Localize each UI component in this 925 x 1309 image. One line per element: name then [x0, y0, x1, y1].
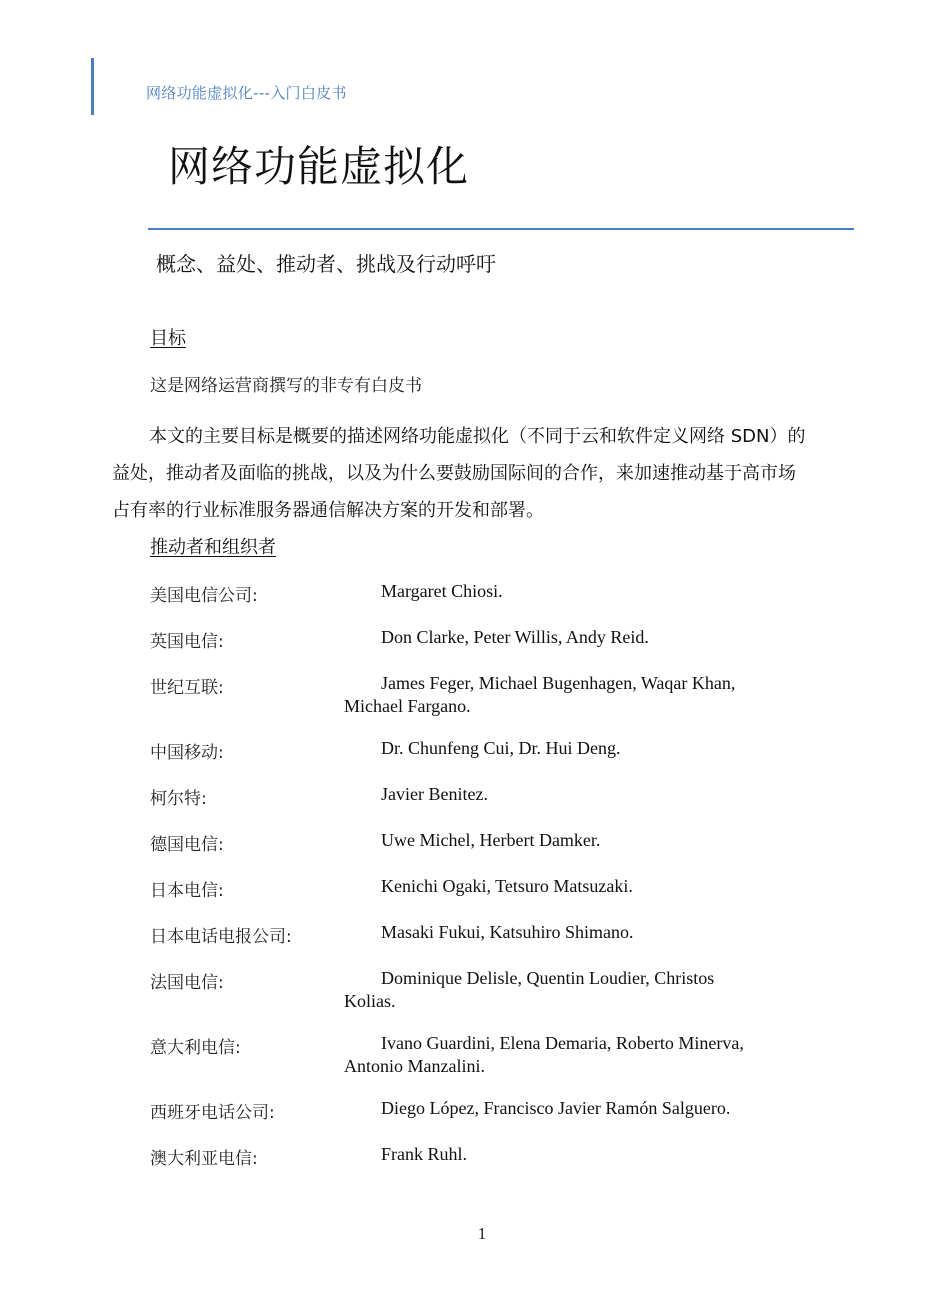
contributor-org: 法国电信:: [150, 973, 224, 993]
document-subtitle: 概念、益处、推动者、挑战及行动呼吁: [156, 252, 496, 276]
contributor-org: 美国电信公司:: [150, 586, 258, 606]
nonproprietary-note: 这是网络运营商撰写的非专有白皮书: [150, 376, 422, 396]
contributor-names: James Feger, Michael Bugenhagen, Waqar Khan, Michael Fargano.: [344, 673, 736, 716]
contributor-org: 日本电信:: [150, 881, 224, 901]
contributor-names: Uwe Michel, Herbert Damker.: [381, 830, 601, 850]
contributors-heading: 推动者和组织者: [150, 537, 276, 558]
contributor-names: Diego López, Francisco Javier Ramón Salguero.: [381, 1098, 731, 1118]
contributor-org: 西班牙电话公司:: [150, 1103, 275, 1123]
contributor-names: Masaki Fukui, Katsuhiro Shimano.: [381, 922, 634, 942]
contributor-names: Javier Benitez.: [381, 784, 488, 804]
title-divider: [148, 228, 854, 230]
contributor-names: Don Clarke, Peter Willis, Andy Reid.: [381, 627, 649, 647]
contributor-org: 意大利电信:: [150, 1038, 241, 1058]
page-number: 1: [477, 1224, 487, 1243]
contributor-names: Frank Ruhl.: [381, 1144, 468, 1164]
contributor-org: 德国电信:: [150, 835, 224, 855]
objective-paragraph: 本文的主要目标是概要的描述网络功能虚拟化（不同于云和软件定义网络 SDN）的益处，推动者及面临的挑战，以及为什么要鼓励国际间的合作，来加速推动基于高市场占有率的行业标准服务器通信解决方案的开发和部署。: [112, 426, 806, 521]
contributor-names: Dominique Delisle, Quentin Loudier, Christos Kolias.: [344, 968, 715, 1011]
contributor-names: Kenichi Ogaki, Tetsuro Matsuzaki.: [381, 876, 633, 896]
contributor-names: Dr. Chunfeng Cui, Dr. Hui Deng.: [381, 738, 621, 758]
contributor-names: Margaret Chiosi.: [381, 581, 503, 601]
contributor-org: 世纪互联:: [150, 678, 224, 698]
document-title: 网络功能虚拟化: [168, 142, 470, 191]
contributor-org: 中国移动:: [150, 743, 224, 763]
contributor-names: Ivano Guardini, Elena Demaria, Roberto Minerva, Antonio Manzalini.: [344, 1033, 744, 1076]
running-header: 网络功能虚拟化---入门白皮书: [146, 84, 347, 102]
header-accent-bar: [91, 58, 94, 115]
contributor-org: 英国电信:: [150, 632, 224, 652]
contributor-org: 柯尔特:: [150, 789, 207, 809]
contributor-org: 日本电话电报公司:: [150, 927, 292, 947]
contributor-org: 澳大利亚电信:: [150, 1149, 258, 1169]
objective-heading: 目标: [150, 328, 186, 349]
